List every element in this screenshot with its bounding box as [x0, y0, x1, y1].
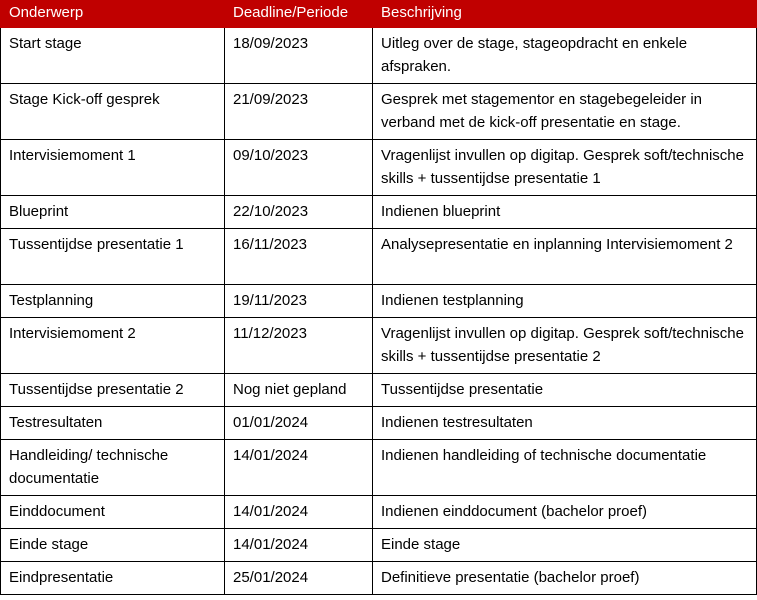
table-row — [1, 562, 757, 595]
beschrijving-cell: Indienen einddocument (bachelor proef) — [373, 496, 757, 529]
onderwerp-cell: Testplanning — [1, 285, 225, 318]
onderwerp-cell: Handleiding/ technische documentatie — [1, 440, 225, 496]
column-header-deadline: Deadline/Periode — [225, 1, 373, 28]
table-row — [1, 28, 757, 84]
deadline-cell: Nog niet gepland — [225, 374, 373, 407]
column-header-beschrijving: Beschrijving — [373, 1, 757, 28]
table-row — [1, 196, 757, 229]
onderwerp-cell: Stage Kick-off gesprek — [1, 84, 225, 140]
deadline-cell: 25/01/2024 — [225, 562, 373, 595]
table-row — [1, 84, 757, 140]
onderwerp-cell: Intervisiemoment 2 — [1, 318, 225, 374]
onderwerp-cell: Tussentijdse presentatie 2 — [1, 374, 225, 407]
beschrijving-cell: Indienen testplanning — [373, 285, 757, 318]
table-row — [1, 529, 757, 562]
beschrijving-cell: Vragenlijst invullen op digitap. Gesprek soft/technische skills + tussentijdse presentatie 2 — [373, 318, 757, 374]
onderwerp-cell: Einde stage — [1, 529, 225, 562]
deadline-cell: 11/12/2023 — [225, 318, 373, 374]
deadline-cell: 14/01/2024 — [225, 440, 373, 496]
table-header-row — [1, 1, 757, 28]
beschrijving-cell: Analysepresentatie en inplanning Intervisiemoment 2 — [373, 229, 757, 285]
table-row — [1, 374, 757, 407]
deadline-cell: 19/11/2023 — [225, 285, 373, 318]
table-row — [1, 496, 757, 529]
beschrijving-cell: Vragenlijst invullen op digitap. Gesprek soft/technische skills + tussentijdse presentatie 1 — [373, 140, 757, 196]
beschrijving-cell: Uitleg over de stage, stageopdracht en enkele afspraken. — [373, 28, 757, 84]
onderwerp-cell: Start stage — [1, 28, 225, 84]
deadline-cell: 18/09/2023 — [225, 28, 373, 84]
onderwerp-cell: Tussentijdse presentatie 1 — [1, 229, 225, 285]
onderwerp-cell: Einddocument — [1, 496, 225, 529]
deadline-cell: 14/01/2024 — [225, 529, 373, 562]
deadline-cell: 16/11/2023 — [225, 229, 373, 285]
beschrijving-cell: Tussentijdse presentatie — [373, 374, 757, 407]
beschrijving-cell: Definitieve presentatie (bachelor proef) — [373, 562, 757, 595]
deadline-cell: 21/09/2023 — [225, 84, 373, 140]
table-row — [1, 440, 757, 496]
beschrijving-cell: Indienen blueprint — [373, 196, 757, 229]
table-row — [1, 285, 757, 318]
onderwerp-cell: Testresultaten — [1, 407, 225, 440]
onderwerp-cell: Blueprint — [1, 196, 225, 229]
table-row — [1, 229, 757, 285]
beschrijving-cell: Gesprek met stagementor en stagebegeleider in verband met de kick-off presentatie en stage. — [373, 84, 757, 140]
deadline-cell: 09/10/2023 — [225, 140, 373, 196]
onderwerp-cell: Intervisiemoment 1 — [1, 140, 225, 196]
deadline-cell: 01/01/2024 — [225, 407, 373, 440]
beschrijving-cell: Indienen handleiding of technische documentatie — [373, 440, 757, 496]
beschrijving-cell: Indienen testresultaten — [373, 407, 757, 440]
onderwerp-cell: Eindpresentatie — [1, 562, 225, 595]
column-header-onderwerp: Onderwerp — [1, 1, 225, 28]
deadline-cell: 22/10/2023 — [225, 196, 373, 229]
table-row — [1, 140, 757, 196]
table-row — [1, 318, 757, 374]
deadline-cell: 14/01/2024 — [225, 496, 373, 529]
table-row — [1, 407, 757, 440]
beschrijving-cell: Einde stage — [373, 529, 757, 562]
